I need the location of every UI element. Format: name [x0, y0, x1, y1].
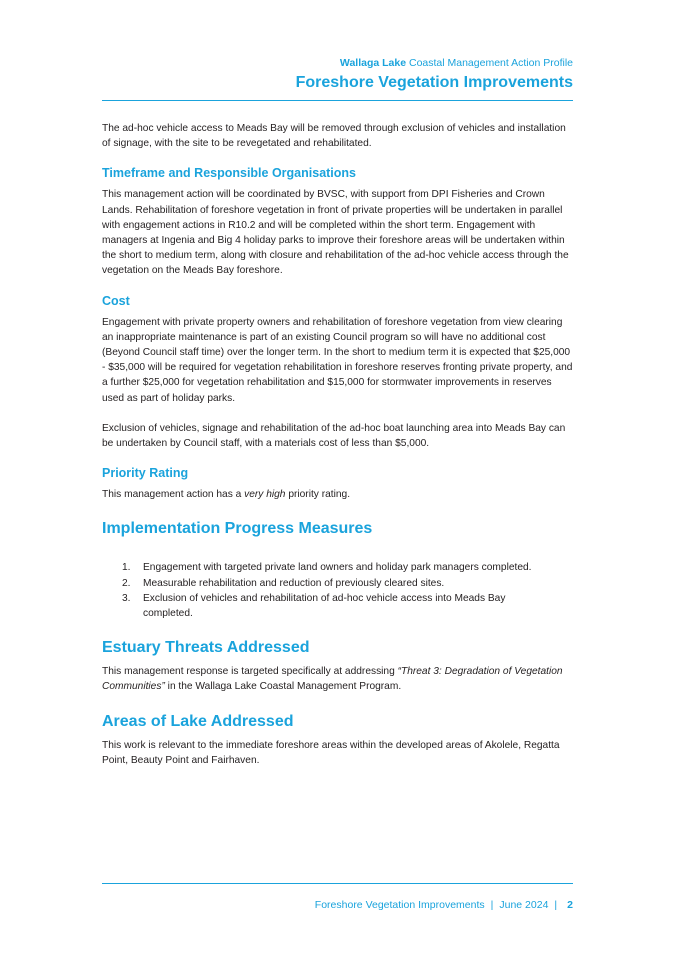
priority-text-after: priority rating.	[285, 489, 351, 501]
main-content	[102, 121, 573, 768]
footer-title: Foreshore Vegetation Improvements	[314, 899, 485, 911]
list-item-text: Engagement with targeted private land owners and holiday park managers completed.	[143, 562, 532, 574]
program-name: Wallaga Lake	[339, 57, 407, 69]
header-divider	[102, 100, 573, 101]
cost-paragraph-1: Engagement with private property owners and rehabilitation of foreshore vegetation from view clearing an inappropriate maintenance is part of an existing Council program so will have no additional cost (Beyond Council staff time) over the longer term. In the short to medium term it is expected that $25,000 - $35,000 will be required for vegetation rehabilitation in foreshore reserves fronting private property, and a further $25,000 for vegetation rehabilitation and $15,000 for stormwater improvements in reserves used as part of holiday parks.	[102, 316, 573, 404]
threats-emphasis: “Threat 3: Degradation of Vegetation Communities”	[102, 666, 563, 693]
progress-list	[102, 560, 573, 621]
progress-heading: Implementation Progress Measures	[102, 520, 373, 538]
list-item-number: 1.	[122, 562, 131, 574]
footer-date: June 2024	[499, 899, 549, 911]
list-item	[102, 591, 573, 621]
list-item-number: 2.	[122, 577, 131, 589]
page-header	[102, 57, 573, 93]
threats-paragraph	[102, 664, 573, 694]
priority-paragraph	[102, 487, 573, 502]
threats-heading: Estuary Threats Addressed	[102, 639, 310, 657]
list-item-text: Measurable rehabilitation and reduction of previously cleared sites.	[143, 577, 445, 589]
page-title: Foreshore Vegetation Improvements	[295, 74, 573, 91]
page-footer	[315, 899, 573, 911]
timeframe-paragraph: This management action will be coordinated by BVSC, with support from DPI Fisheries and Crown Lands. Rehabilitation of foreshore vegetation in front of private properties will be undertaken in parallel with engagement actions in R10.2 and will be completed within the short term. Engagement with managers at Ingenia and Big 4 holiday parks to improve their foreshore areas will be undertaken within the short to medium term, along with closure and rehabilitation of the ad-hoc vehicle access through the vegetation on the Meads Bay foreshore.	[102, 189, 569, 277]
cost-paragraph-2: Exclusion of vehicles, signage and rehabilitation of the ad-hoc boat launching area into Meads Bay can be undertaken by Council staff, with a materials cost of less than $5,000.	[102, 422, 566, 450]
priority-emphasis: very high	[244, 489, 286, 501]
priority-text-before: This management action has a	[102, 489, 245, 501]
intro-paragraph: The ad-hoc vehicle access to Meads Bay will be removed through exclusion of vehicles and installation of signage, with the site to be revegetated and rehabilitated.	[102, 123, 566, 150]
program-title	[102, 57, 573, 70]
areas-heading: Areas of Lake Addressed	[102, 712, 294, 730]
cost-heading: Cost	[102, 293, 130, 308]
footer-separator: |	[490, 899, 494, 911]
list-item-number: 3.	[122, 592, 131, 604]
list-item	[102, 560, 573, 575]
areas-paragraph: This work is relevant to the immediate foreshore areas within the developed areas of Akolele, Regatta Point, Beauty Point and Fairhaven.	[102, 739, 560, 766]
list-item	[102, 576, 573, 591]
priority-heading: Priority Rating	[102, 466, 189, 481]
footer-divider	[102, 883, 573, 884]
threats-text-before: This management response is targeted specifically at addressing	[102, 666, 398, 678]
page-number: 2	[567, 899, 573, 911]
timeframe-heading: Timeframe and Responsible Organisations	[102, 166, 357, 181]
list-item-text: Exclusion of vehicles and rehabilitation of ad-hoc vehicle access into Meads Bay completed.	[143, 592, 506, 620]
footer-separator: |	[554, 899, 558, 911]
threats-text-after: in the Wallaga Lake Coastal Management Program.	[164, 681, 402, 693]
program-subtitle: Coastal Management Action Profile	[406, 57, 573, 69]
